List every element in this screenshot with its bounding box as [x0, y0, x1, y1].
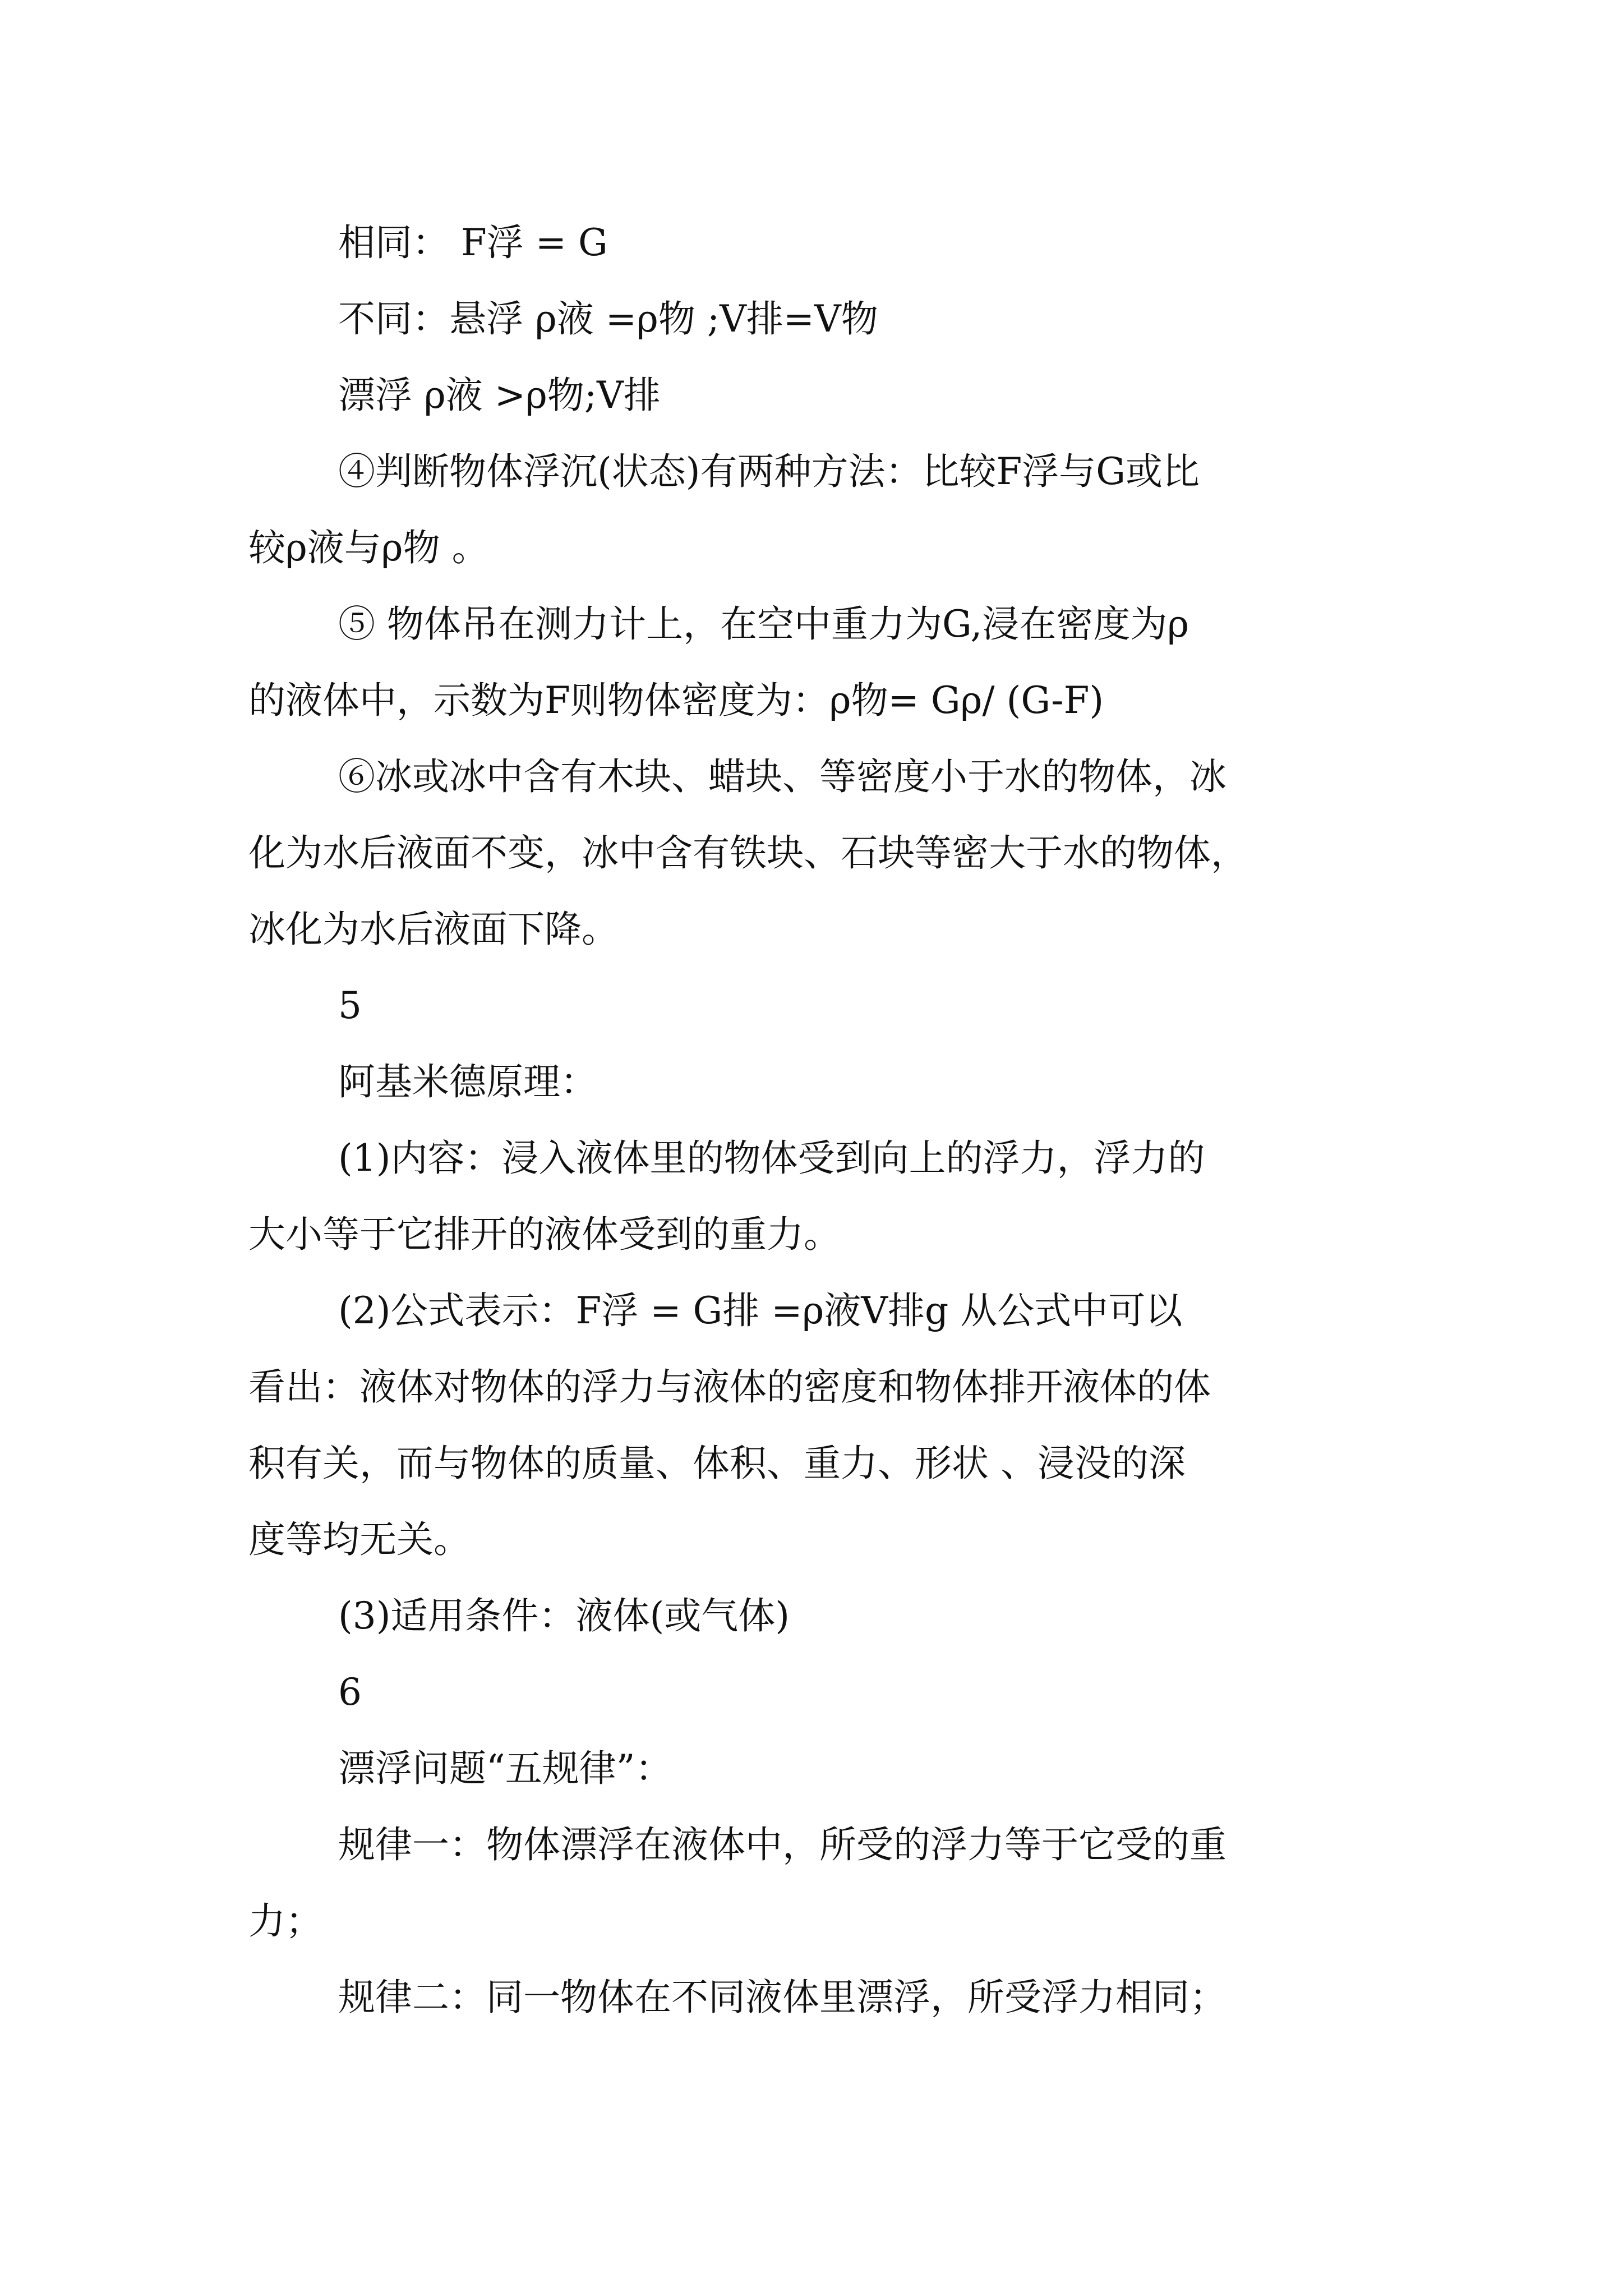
text-line-item4-cont: 较ρ液与ρ物 。 — [248, 526, 489, 569]
text-line-rule1: 规律一：物体漂浮在液体中，所受的浮力等于它受的重 — [338, 1823, 1227, 1866]
text-line-formula-cont2: 积有关，而与物体的质量、体积、重力、形状 、浸没的深 — [248, 1442, 1186, 1485]
section-number-5: 5 — [338, 984, 362, 1027]
text-line-item6: ⑥冰或冰中含有木块、蜡块、等密度小于水的物体，冰 — [338, 755, 1227, 798]
text-line-floating: 漂浮 ρ液 >ρ物;V排 — [338, 374, 661, 417]
text-line-different: 不同：悬浮 ρ液 =ρ物 ;V排=V物 — [338, 297, 878, 341]
section-heading-archimedes: 阿基米德原理： — [338, 1060, 597, 1103]
text-line-rule2: 规律二：同一物体在不同液体里漂浮，所受浮力相同； — [338, 1976, 1227, 2019]
text-line-formula-cont1: 看出：液体对物体的浮力与液体的密度和物体排开液体的体 — [248, 1365, 1211, 1409]
text-line-formula-cont3: 度等均无关。 — [248, 1518, 471, 1561]
text-line-item6-cont2: 冰化为水后液面下降。 — [248, 908, 619, 951]
text-line-same: 相同： F浮 = G — [338, 221, 608, 264]
section-heading-five-rules: 漂浮问题“五规律”： — [338, 1747, 672, 1790]
text-line-item4: ④判断物体浮沉(状态)有两种方法：比较F浮与G或比 — [338, 450, 1200, 493]
text-line-content-cont: 大小等于它排开的液体受到的重力。 — [248, 1213, 841, 1256]
text-line-formula: (2)公式表示：F浮 = G排 =ρ液V排g 从公式中可以 — [338, 1289, 1183, 1332]
section-number-6: 6 — [338, 1671, 362, 1714]
text-line-item5: ⑤ 物体吊在测力计上，在空中重力为G,浸在密度为ρ — [338, 602, 1189, 646]
text-line-item5-cont: 的液体中，示数为F则物体密度为：ρ物= Gρ/ (G-F) — [248, 679, 1104, 722]
text-line-rule1-cont: 力； — [248, 1899, 322, 1943]
text-line-content: (1)内容：浸入液体里的物体受到向上的浮力，浮力的 — [338, 1137, 1205, 1180]
text-line-item6-cont1: 化为水后液面不变，冰中含有铁块、石块等密大于水的物体， — [248, 831, 1248, 875]
text-line-conditions: (3)适用条件：液体(或气体) — [338, 1594, 790, 1637]
